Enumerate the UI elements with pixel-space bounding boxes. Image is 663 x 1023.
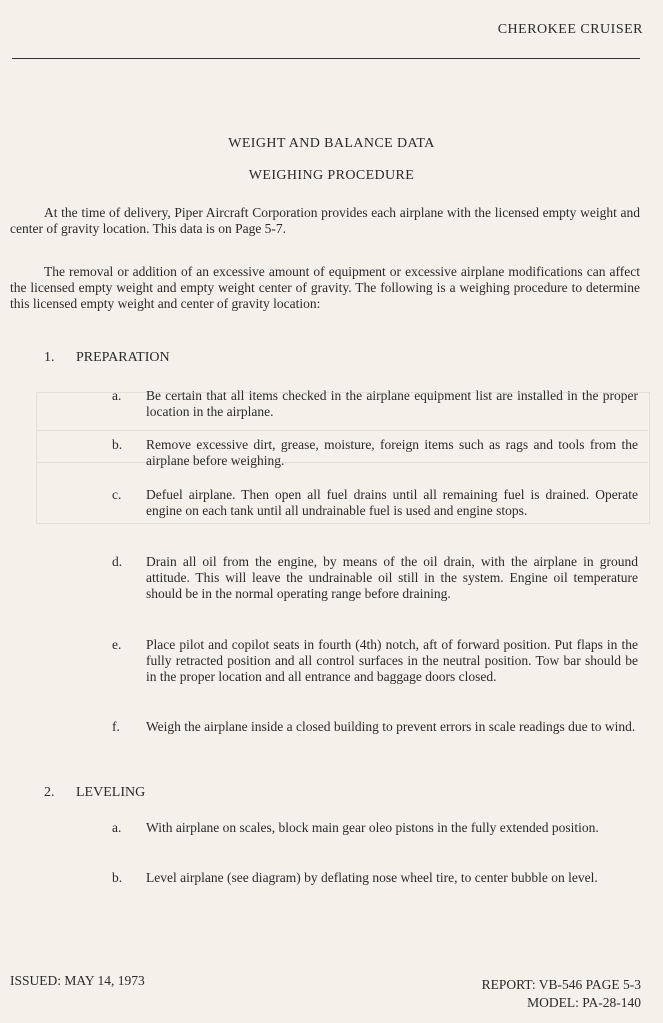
intro-paragraph-1: At the time of delivery, Piper Aircraft Corporation provides each airplane with the licensed empty weight and center of gravity location. This data is on Page 5-7. [10, 205, 640, 236]
item-text: Level airplane (see diagram) by deflating nose wheel tire, to center bubble on level. [146, 870, 598, 885]
item-text: With airplane on scales, block main gear oleo pistons in the fully extended position. [146, 820, 599, 835]
item-letter: e. [112, 637, 122, 652]
section-title: LEVELING [76, 785, 146, 800]
item-letter: b. [112, 870, 123, 885]
section-number: 1. [44, 350, 55, 365]
header-rule [12, 58, 640, 59]
page-subtitle: WEIGHING PROCEDURE [248, 168, 415, 183]
item-text: Defuel airplane. Then open all fuel drains until all remaining fuel is drained. Operate engine on each tank until all undrainable fuel is used and engine stops. [146, 487, 638, 518]
page-title: WEIGHT AND BALANCE DATA [228, 136, 435, 151]
section-number: 2. [44, 785, 55, 800]
intro-paragraph-2: The removal or addition of an excessive amount of equipment or excessive airplane modifications can affect the licensed empty weight and empty weight center of gravity. The following is a weighing procedure to determine this licensed empty weight and center of gravity location: [10, 264, 640, 311]
model-number: MODEL: PA-28-140 [527, 995, 641, 1010]
item-letter: f. [112, 719, 120, 734]
item-letter: b. [112, 437, 123, 452]
item-text: Drain all oil from the engine, by means of the oil drain, with the airplane in ground attitude. This will leave the undrainable oil still in the system. Engine oil temperature should be in the normal operating range before draining. [146, 554, 638, 601]
item-letter: d. [112, 554, 123, 569]
report-number: REPORT: VB-546 PAGE 5-3 [481, 977, 641, 992]
item-text: Place pilot and copilot seats in fourth (4th) notch, aft of forward position. Put flaps in the fully retracted position and all control surfaces in the neutral position. Tow bar should be in the proper location and all entrance and baggage doors closed. [146, 637, 638, 684]
section-title: PREPARATION [76, 350, 170, 365]
item-text: Be certain that all items checked in the airplane equipment list are installed in the proper location in the airplane. [146, 388, 638, 419]
issued-date: ISSUED: MAY 14, 1973 [10, 973, 145, 988]
item-letter: c. [112, 487, 122, 502]
item-letter: a. [112, 820, 122, 835]
item-text: Weigh the airplane inside a closed building to prevent errors in scale readings due to wind. [146, 719, 636, 734]
item-text: Remove excessive dirt, grease, moisture, foreign items such as rags and tools from the airplane before weighing. [146, 437, 638, 468]
bleed-through-table-rule [36, 430, 648, 431]
model-header: CHEROKEE CRUISER [497, 22, 643, 37]
item-letter: a. [112, 388, 122, 403]
